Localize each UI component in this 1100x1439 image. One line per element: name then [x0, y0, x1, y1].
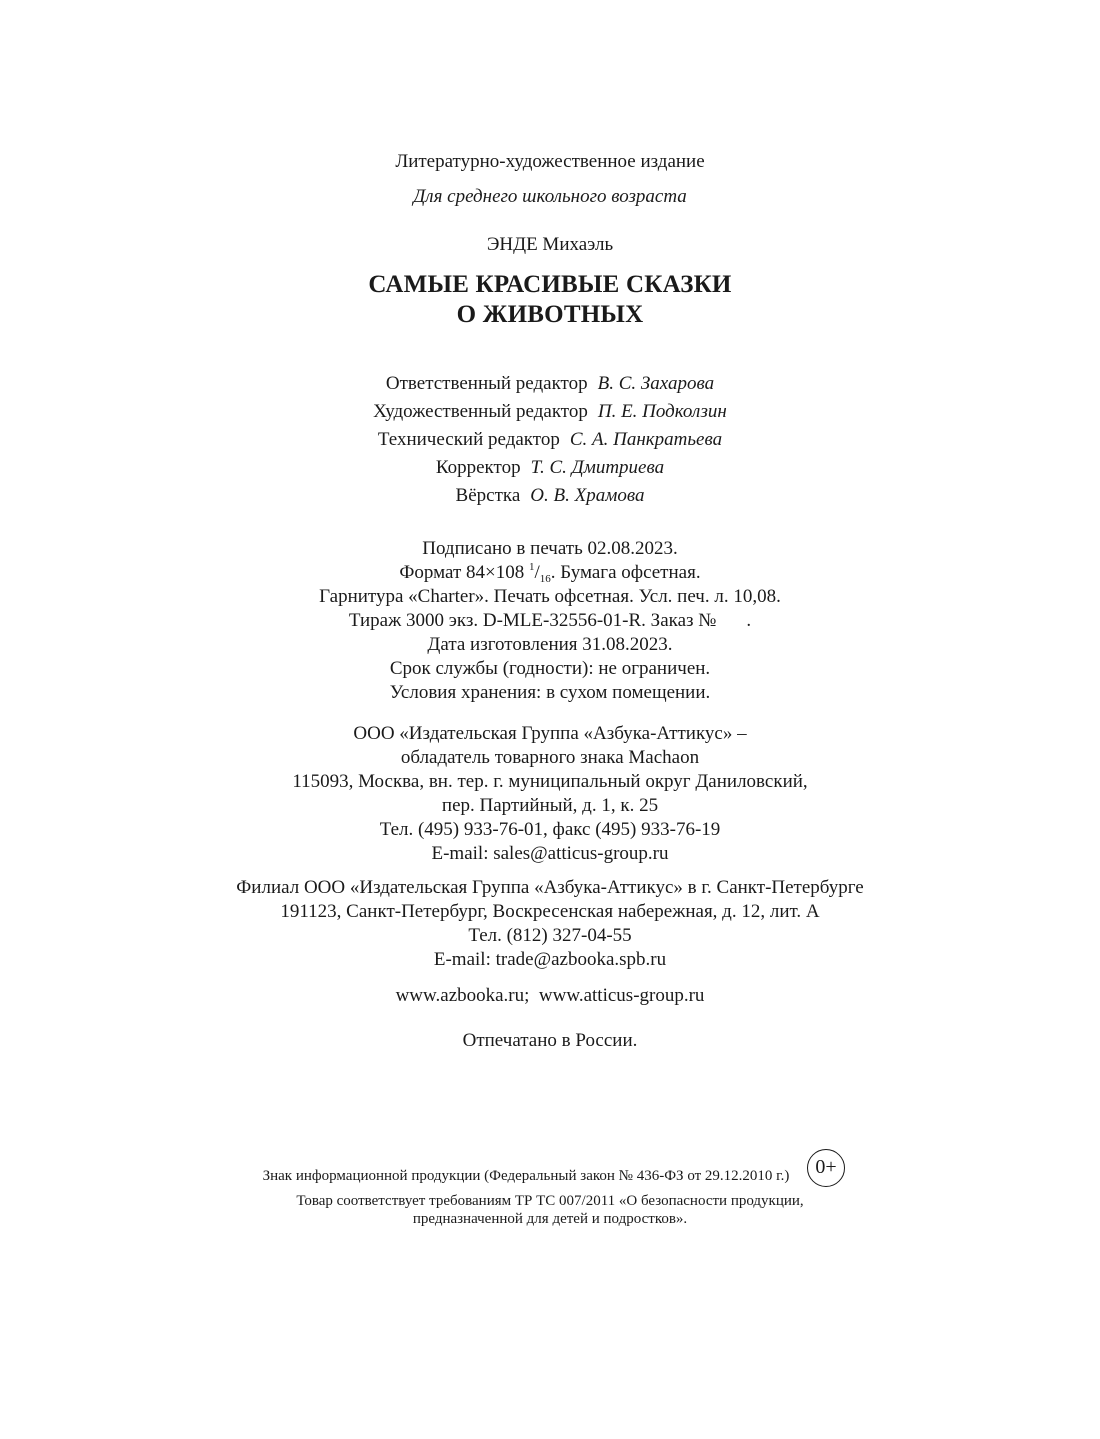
publisher-trademark: обладатель товарного знака Machaon — [400, 747, 700, 768]
format-fraction-denominator: 16 — [539, 573, 551, 585]
manufacture-date: Дата изготовления 31.08.2023. — [427, 634, 673, 655]
credit-person: С. А. Панкратьева — [569, 429, 723, 450]
typeface-line: Гарнитура «Charter». Печать офсетная. Усл. печ. л. 10,08. — [319, 586, 781, 607]
publisher-email: E-mail: sales@atticus-group.ru — [431, 843, 669, 864]
credit-role: Вёрстка — [455, 485, 521, 506]
book-title-line-1: САМЫЕ КРАСИВЫЕ СКАЗКИ — [368, 271, 732, 298]
age-rating-badge: 0+ — [807, 1149, 845, 1187]
compliance-line-2: предназначенной для детей и подростков». — [412, 1211, 688, 1227]
format-prefix: Формат 84×108 — [399, 562, 529, 583]
format-line — [0, 561, 1100, 585]
print-run-line — [0, 609, 1100, 633]
credit-person: П. Е. Подколзин — [597, 401, 727, 422]
printed-in: Отпечатано в России. — [462, 1030, 638, 1051]
branch-phone: Тел. (812) 327-04-55 — [468, 925, 632, 946]
credit-role: Художественный редактор — [373, 401, 588, 422]
branch-address: 191123, Санкт-Петербург, Воскресенская набережная, д. 12, лит. А — [280, 901, 820, 922]
credit-art-editor — [0, 400, 1100, 424]
websites: www.azbooka.ru; www.atticus-group.ru — [395, 985, 705, 1006]
format-fraction-numerator: 1 — [529, 561, 535, 573]
print-run-period: . — [746, 610, 752, 631]
credit-role: Ответственный редактор — [385, 373, 588, 394]
format-suffix: . Бумага офсетная. — [550, 562, 701, 583]
format-fraction-slash: / — [534, 562, 540, 583]
edition-genre: Литературно-художественное издание — [395, 151, 705, 172]
branch-name: Филиал ООО «Издательская Группа «Азбука-Аттикус» в г. Санкт-Петербурге — [236, 877, 864, 898]
shelf-life: Срок службы (годности): не ограничен. — [389, 658, 711, 679]
credit-editor — [0, 372, 1100, 396]
publisher-phone: Тел. (495) 933-76-01, факс (495) 933-76-19 — [379, 819, 721, 840]
credit-person: В. С. Захарова — [597, 373, 715, 394]
branch-email: E-mail: trade@azbooka.spb.ru — [433, 949, 667, 970]
credit-layout — [0, 484, 1100, 508]
publisher-address-1: 115093, Москва, вн. тер. г. муниципальный округ Даниловский, — [292, 771, 808, 792]
author-name: ЭНДЕ Михаэль — [486, 234, 614, 255]
signed-to-print: Подписано в печать 02.08.2023. — [422, 538, 678, 559]
credit-person: О. В. Храмова — [530, 485, 645, 506]
audience-note: Для среднего школьного возраста — [413, 186, 687, 207]
credit-tech-editor — [0, 428, 1100, 452]
credit-role: Технический редактор — [377, 429, 560, 450]
publisher-address-2: пер. Партийный, д. 1, к. 25 — [441, 795, 659, 816]
credit-proofreader — [0, 456, 1100, 480]
credit-person: Т. С. Дмитриева — [530, 457, 665, 478]
credit-role: Корректор — [435, 457, 521, 478]
info-product-sign: Знак информационной продукции (Федеральный закон № 436-ФЗ от 29.12.2010 г.) — [262, 1168, 790, 1184]
storage-conditions: Условия хранения: в сухом помещении. — [389, 682, 711, 703]
publisher-name: ООО «Издательская Группа «Азбука-Аттикус» – — [353, 723, 747, 744]
book-title-line-2: О ЖИВОТНЫХ — [456, 301, 644, 328]
compliance-line-1: Товар соответствует требованиям ТР ТС 007/2011 «О безопасности продукции, — [296, 1193, 804, 1209]
print-run-text: Тираж 3000 экз. D-MLE-32556-01-R. Заказ № — [348, 610, 717, 631]
